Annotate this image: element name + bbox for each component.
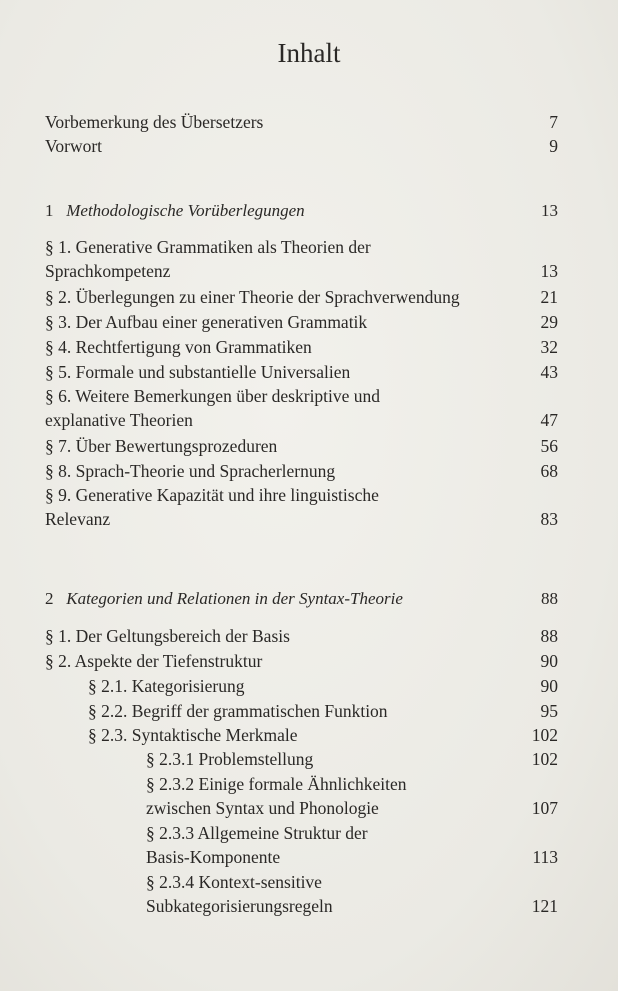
- chapter-number: 1: [45, 201, 54, 220]
- entry-page: 102: [531, 749, 558, 769]
- entry-title: § 2.3.4 Kontext-sensitive: [146, 872, 322, 892]
- entry-page: 9: [549, 136, 558, 156]
- entry-title: § 1. Der Geltungsbereich der Basis: [45, 626, 290, 646]
- entry-page: 107: [531, 798, 558, 818]
- entry-title-continued: zwischen Syntax und Phonologie: [146, 798, 379, 818]
- chapter-title: Methodologische Vorüberlegungen: [66, 201, 305, 220]
- entry-title: § 2. Überlegungen zu einer Theorie der Sprachverwendung: [45, 287, 460, 307]
- entry-title: § 2.2. Begriff der grammatischen Funktion: [88, 701, 388, 721]
- entry-page: 21: [540, 287, 558, 307]
- entry-title-continued: Subkategorisierungsregeln: [146, 896, 333, 916]
- entry-title-continued: Relevanz: [45, 509, 111, 529]
- entry-title: § 7. Über Bewertungsprozeduren: [45, 436, 278, 456]
- entry-title-continued: Basis-Komponente: [146, 847, 281, 867]
- entry-page: 88: [540, 626, 558, 646]
- entry-title: § 2.3.3 Allgemeine Struktur der: [146, 823, 368, 843]
- entry-page: 56: [540, 436, 558, 456]
- entry-page: 90: [540, 676, 558, 696]
- entry-page: 121: [531, 896, 558, 916]
- entry-title: § 4. Rechtfertigung von Grammatiken: [45, 337, 312, 357]
- entry-page: 90: [540, 651, 558, 671]
- entry-title: § 2.3.2 Einige formale Ähnlichkeiten: [146, 774, 407, 794]
- entry-page: 83: [540, 509, 558, 529]
- entry-page: 29: [540, 312, 558, 332]
- entry-title-continued: Sprachkompetenz: [45, 261, 171, 281]
- chapter-page: 13: [541, 201, 558, 220]
- entry-title: § 2. Aspekte der Tiefenstruktur: [45, 651, 263, 671]
- entry-title: § 2.1. Kategorisierung: [88, 676, 245, 696]
- entry-title: § 6. Weitere Bemerkungen über deskriptive und: [45, 386, 381, 406]
- entry-title-continued: explanative Theorien: [45, 410, 193, 430]
- chapter-page: 88: [541, 589, 558, 608]
- entry-page: 95: [540, 701, 558, 721]
- entry-page: 32: [540, 337, 558, 357]
- entry-title: § 3. Der Aufbau einer generativen Grammatik: [45, 312, 368, 332]
- entry-title: § 2.3. Syntaktische Merkmale: [88, 725, 298, 745]
- entry-title: § 1. Generative Grammatiken als Theorien der: [45, 237, 371, 257]
- entry-title: Vorbemerkung des Übersetzers: [45, 112, 264, 132]
- entry-title: § 2.3.1 Problemstellung: [146, 749, 314, 769]
- entry-title: Vorwort: [45, 136, 103, 156]
- entry-page: 13: [540, 261, 558, 281]
- chapter-title: Kategorien und Relationen in der Syntax-Theorie: [66, 589, 403, 608]
- chapter-number: 2: [45, 589, 54, 608]
- page-title: Inhalt: [277, 38, 341, 68]
- entry-title: § 5. Formale und substantielle Universalien: [45, 362, 351, 382]
- entry-page: 68: [540, 461, 558, 481]
- entry-title: § 8. Sprach-Theorie und Spracherlernung: [45, 461, 336, 481]
- entry-page: 7: [549, 112, 558, 132]
- entry-title: § 9. Generative Kapazität und ihre linguistische: [45, 485, 379, 505]
- entry-page: 43: [540, 362, 558, 382]
- entry-page: 113: [532, 847, 558, 867]
- entry-page: 47: [540, 410, 558, 430]
- entry-page: 102: [531, 725, 558, 745]
